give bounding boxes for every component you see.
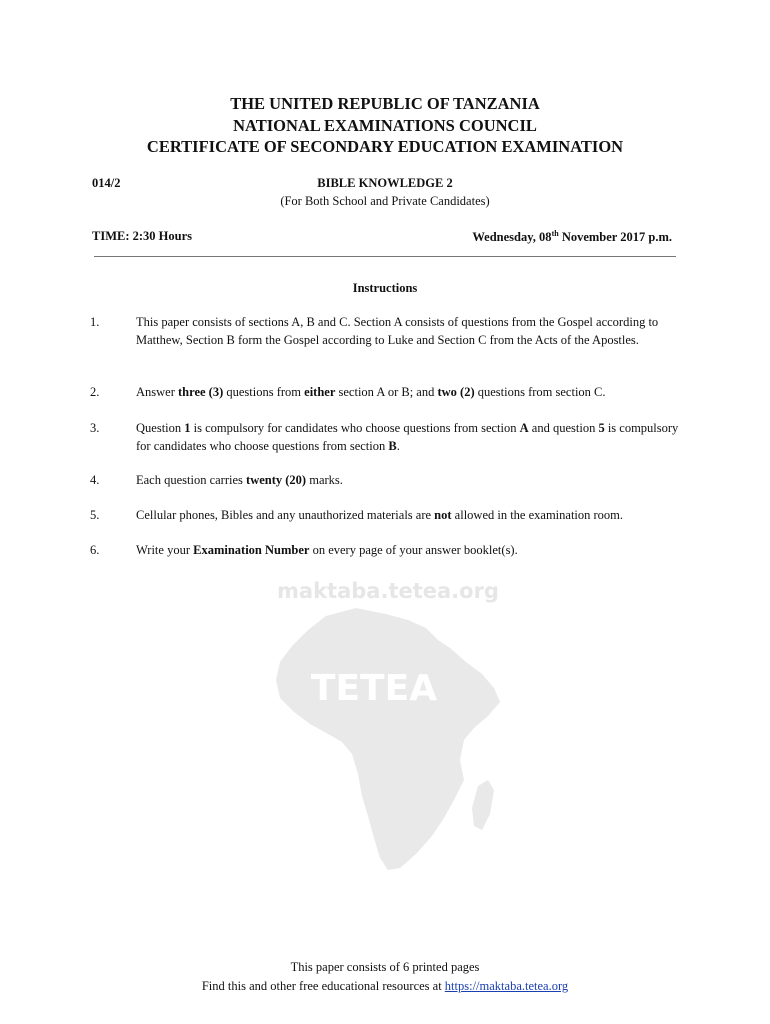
text-segment: is compulsory for candidates who choose questions from section	[190, 421, 520, 435]
subject-title: BIBLE KNOWLEDGE 2	[317, 176, 453, 190]
emphasis: not	[434, 508, 452, 522]
time-date-row	[92, 229, 672, 247]
emphasis: twenty (20)	[246, 473, 307, 487]
instruction-text: This paper consists of sections A, B and C. Section A consists of questions from the Gospel according to Matthew, Section B form the Gospel according to Luke and Section C from the Acts of the Apostles.	[136, 315, 659, 347]
emphasis: Examination Number	[193, 543, 310, 557]
instruction-number: 2.	[90, 385, 100, 399]
text-segment: Write your	[136, 543, 194, 557]
text-segment: .	[396, 438, 400, 453]
instruction-text	[136, 507, 681, 525]
instruction-number: 6.	[90, 543, 100, 557]
resources-text: Find this and other free educational resources at	[201, 979, 445, 993]
instruction-text	[136, 384, 681, 402]
exam-title: CERTIFICATE OF SECONDARY EDUCATION EXAMINATION	[146, 137, 624, 156]
text-segment: Answer	[136, 385, 179, 399]
exam-date-ordinal: th	[551, 229, 559, 238]
text-segment: questions from	[223, 385, 305, 399]
emphasis: three (3)	[178, 385, 224, 399]
page-count-note: This paper consists of 6 printed pages	[290, 960, 480, 974]
emphasis: 1	[184, 421, 191, 435]
madagascar-map-icon	[472, 780, 494, 830]
candidates-note: (For Both School and Private Candidates)	[280, 194, 490, 208]
instruction-number: 1.	[90, 315, 100, 329]
emphasis: two (2)	[437, 385, 475, 399]
text-segment: marks.	[306, 473, 343, 487]
text-segment: questions from section C.	[474, 385, 606, 399]
exam-header	[0, 93, 770, 158]
resources-note	[0, 977, 770, 996]
resources-link[interactable]: https://maktaba.tetea.org	[444, 979, 569, 993]
paper-info	[92, 176, 678, 212]
africa-map-icon	[276, 608, 500, 870]
text-segment: section A or B; and	[335, 385, 438, 399]
exam-duration: TIME: 2:30 Hours	[92, 229, 192, 243]
emphasis: B	[388, 438, 397, 453]
emphasis: A	[519, 421, 529, 435]
text-segment: is compulsory for candidates who choose questions from section	[136, 421, 679, 453]
instruction-number: 5.	[90, 508, 100, 522]
watermark-brand-text: TETEA	[310, 668, 438, 709]
council-title: NATIONAL EXAMINATIONS COUNCIL	[233, 115, 537, 135]
text-segment: and question	[528, 421, 599, 435]
emphasis: either	[304, 385, 336, 399]
instruction-text	[136, 472, 681, 490]
exam-date-day: Wednesday, 08	[472, 230, 552, 245]
instruction-number: 4.	[90, 473, 100, 487]
text-segment: Cellular phones, Bibles and any unauthorized materials are	[136, 508, 435, 522]
page-footer	[0, 958, 770, 996]
text-segment: Question	[136, 421, 185, 435]
tetea-watermark	[268, 576, 508, 876]
exam-date	[472, 229, 672, 245]
instruction-text	[136, 542, 681, 560]
paper-code: 014/2	[92, 176, 121, 190]
text-segment: Each question carries	[136, 473, 247, 487]
emphasis: 5	[598, 421, 605, 435]
watermark-site-text: maktaba.tetea.org	[277, 579, 499, 603]
text-segment: allowed in the examination room.	[451, 508, 624, 522]
instruction-number: 3.	[90, 421, 100, 435]
country-title: THE UNITED REPUBLIC OF TANZANIA	[230, 94, 540, 113]
exam-date-rest: November 2017 p.m.	[558, 230, 672, 245]
header-divider	[94, 256, 676, 257]
text-segment: on every page of your answer booklet(s).	[309, 543, 518, 557]
instructions-title: Instructions	[352, 281, 418, 295]
instruction-text	[136, 420, 681, 455]
